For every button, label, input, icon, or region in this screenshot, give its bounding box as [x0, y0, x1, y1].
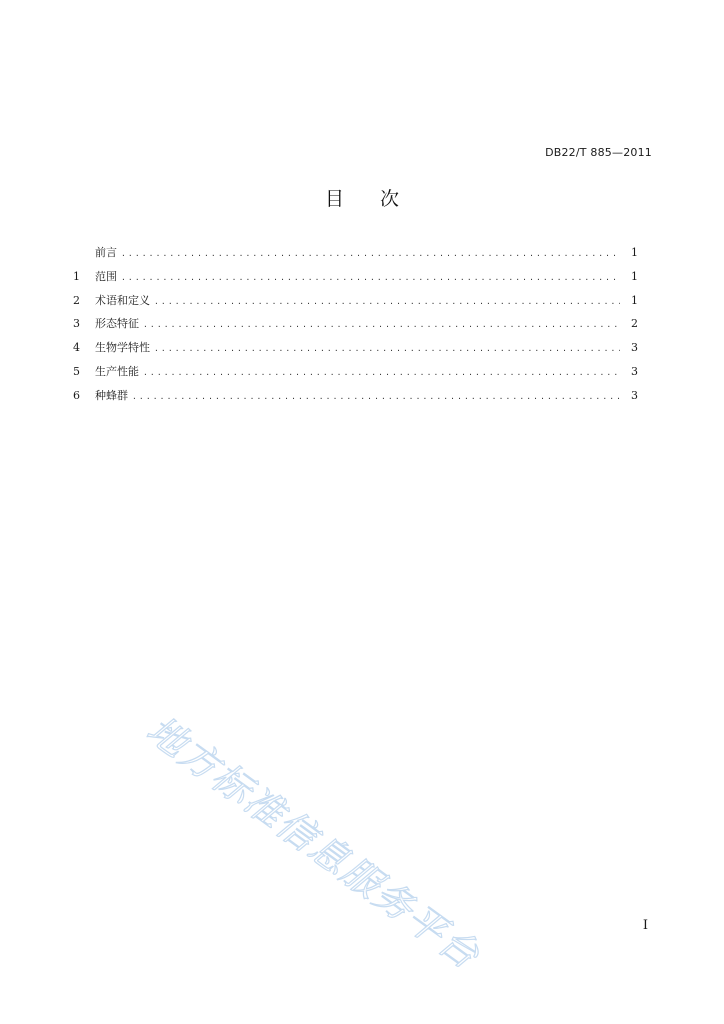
toc-item-breeding-colony[interactable] — [73, 387, 638, 411]
page-number: I — [642, 918, 648, 933]
toc-item-terms[interactable] — [73, 292, 638, 316]
toc-item-label: 生产性能 — [95, 364, 139, 378]
toc-item-label: 生物学特性 — [95, 341, 150, 355]
toc-item-number: 3 — [73, 317, 80, 331]
toc-item-number: 6 — [73, 388, 80, 402]
toc-item-page: 3 — [631, 341, 638, 355]
toc-item-number: 4 — [73, 341, 80, 355]
toc-item-label: 种蜂群 — [95, 388, 128, 402]
toc-leader-dots — [154, 297, 620, 306]
toc-item-number: 1 — [73, 269, 80, 283]
toc-leader-dots — [143, 320, 620, 329]
toc-leader-dots — [121, 249, 620, 258]
toc-leader-dots — [143, 368, 620, 377]
toc-leader-dots — [121, 273, 620, 282]
toc-item-page: 3 — [631, 388, 638, 402]
toc-item-label: 术语和定义 — [95, 293, 150, 307]
toc-item-page: 2 — [631, 317, 638, 331]
toc-leader-dots — [154, 344, 620, 353]
toc-item-scope[interactable] — [73, 268, 638, 292]
toc-item-number: 2 — [73, 293, 80, 307]
toc-item-label: 形态特征 — [95, 317, 139, 331]
toc-item-label: 范围 — [95, 269, 117, 283]
toc-item-morphology[interactable] — [73, 315, 638, 339]
toc-leader-dots — [132, 392, 620, 401]
document-code: DB22/T 885—2011 — [545, 146, 652, 159]
toc-item-foreword[interactable] — [73, 244, 638, 268]
toc-list — [73, 244, 638, 411]
toc-item-label: 前言 — [95, 246, 117, 259]
toc-title: 目次 — [324, 188, 435, 210]
toc-item-page: 3 — [631, 364, 638, 378]
watermark: 地方标准信息服务平台 — [138, 707, 489, 979]
toc-item-page: 1 — [631, 293, 638, 307]
toc-item-page: 1 — [631, 246, 638, 259]
toc-item-production[interactable] — [73, 363, 638, 387]
toc-item-number: 5 — [73, 364, 80, 378]
toc-item-page: 1 — [631, 269, 638, 283]
toc-item-biology[interactable] — [73, 339, 638, 363]
